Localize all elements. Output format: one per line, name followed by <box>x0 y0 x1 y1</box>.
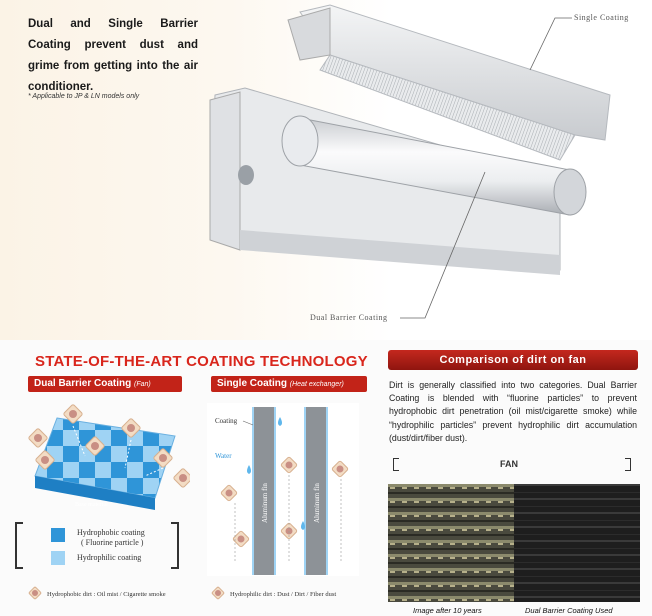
comparison-title: Comparison of dirt on fan <box>388 350 638 370</box>
legend-bracket-right <box>171 522 179 569</box>
clean-fan-photo <box>514 484 640 602</box>
aluminum-fin-label-2: Aluminum fin <box>313 483 321 523</box>
fan-bracket-right <box>625 458 631 471</box>
single-coating-tag <box>211 376 367 392</box>
single-coating-tag-label: Single Coating <box>217 378 287 389</box>
models-note: * Applicable to JP & LN models only <box>28 93 140 100</box>
headline: Dual and Single Barrier Coating prevent dust and grime from getting into the air conditioner. <box>28 18 198 93</box>
water-label: Water <box>215 452 232 460</box>
coating-label: Coating <box>215 417 238 425</box>
dual-barrier-tag <box>28 376 182 392</box>
hydrophobic-dirt-icon <box>28 586 42 600</box>
caption-dual-barrier-used: Dual Barrier Coating Used <box>525 606 613 615</box>
hydrophobic-swatch <box>51 528 65 542</box>
caption-after-10-years: Image after 10 years <box>413 606 482 615</box>
base-material-label: Base material <box>75 502 108 508</box>
dual-barrier-tag-sub: (Fan) <box>134 381 151 388</box>
single-coating-tag-sub: (Heat exchanger) <box>289 381 344 388</box>
hydrophobic-dirt-text: Hydrophobic dirt : Oil mist / Cigarette smoke <box>47 591 166 598</box>
hydrophilic-dirt-icon <box>211 586 225 600</box>
legend-hydrophilic: Hydrophilic coating <box>77 553 142 562</box>
fan-comparison-photo <box>388 484 640 602</box>
fan-bracket-left <box>393 458 399 471</box>
legend-fluorine: ( Fluorine particle ) <box>81 538 144 547</box>
hydrophilic-swatch <box>51 551 65 565</box>
dirty-fan-photo <box>388 484 514 602</box>
comparison-body: Dirt is generally classified into two categories. Dual Barrier Coating is blended with “fluorine particles” to prevent hydrophobic dirt penetration (oil mist/cigarette smoke) while “hydrophilic particles” prevent hydrophilic dirt accumulation (dust/dirt/fiber dust). <box>389 380 637 443</box>
dual-barrier-label: Dual Barrier Coating <box>310 313 388 322</box>
section-title: STATE-OF-THE-ART COATING TECHNOLOGY <box>35 353 368 370</box>
legend-hydrophobic: Hydrophobic coating <box>77 528 145 537</box>
coating-legend <box>15 522 180 567</box>
fan-label: FAN <box>500 459 518 469</box>
aluminum-fin-label-1: Aluminum fin <box>261 483 269 523</box>
single-coating-diagram <box>207 403 362 578</box>
dual-barrier-tag-label: Dual Barrier Coating <box>34 378 132 389</box>
hydrophilic-dirt-text: Hydrophilic dirt : Dust / Dirt / Fiber dust <box>230 591 337 598</box>
single-coating-label: Single Coating <box>574 13 629 22</box>
dual-barrier-diagram <box>15 398 190 523</box>
legend-bracket-left <box>15 522 23 569</box>
